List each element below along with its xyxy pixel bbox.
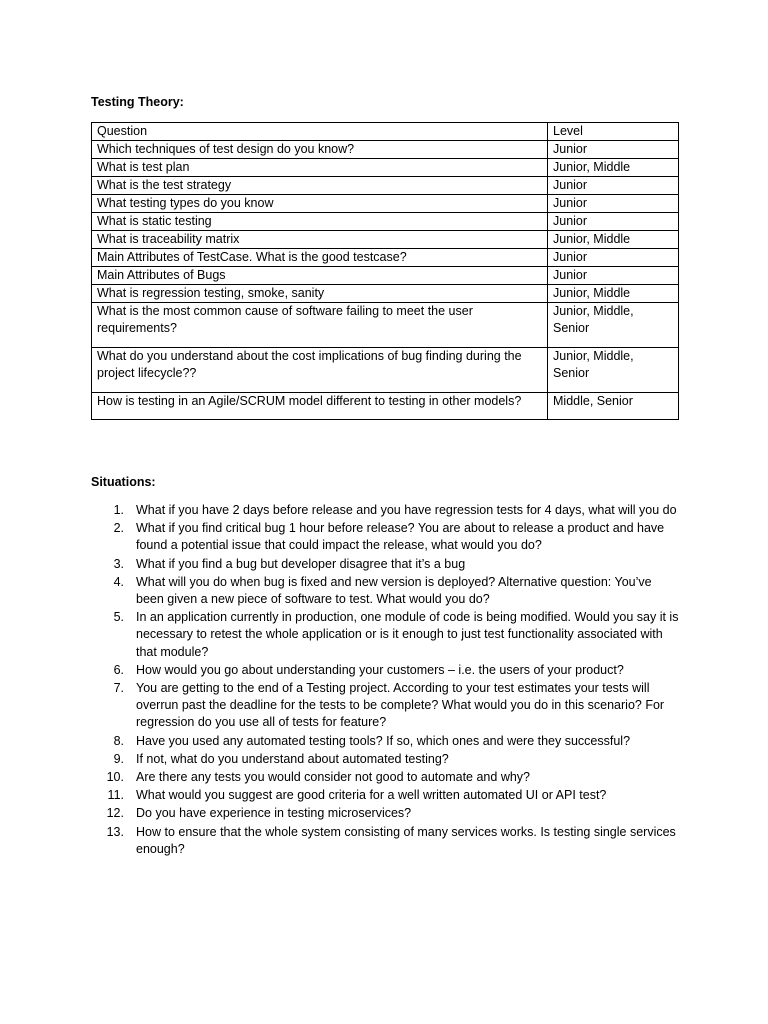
list-number: 7. [113,681,124,696]
question-cell: Which techniques of test design do you know? [92,141,548,159]
level-cell: Junior, Middle [548,285,679,303]
list-number: 10. [106,770,124,785]
list-item-text: How to ensure that the whole system consisting of many services works. Is testing single services enough? [136,824,676,856]
question-cell: What is regression testing, smoke, sanity [92,285,548,303]
list-number: 9. [113,751,124,766]
situations-heading: Situations: [91,475,156,489]
list-item [91,680,681,732]
level-cell: Junior, Middle, Senior [548,303,679,348]
table-row [92,249,679,267]
list-item [91,574,681,608]
list-item-text: Do you have experience in testing microservices? [136,806,412,821]
list-item [91,751,681,768]
list-item [91,609,681,661]
table-row [92,141,679,159]
question-cell: What do you understand about the cost implications of bug finding during the project lifecycle?? [92,348,548,393]
list-item [91,733,681,750]
list-number: 11. [107,788,124,803]
list-item [91,769,681,786]
list-item-text: What if you have 2 days before release and you have regression tests for 4 days, what will you do [136,503,677,517]
question-cell: How is testing in an Agile/SCRUM model different to testing in other models? [92,393,548,420]
question-cell: What is the most common cause of software failing to meet the user requirements? [92,303,548,348]
level-cell: Middle, Senior [548,393,679,420]
level-cell: Junior, Middle [548,159,679,177]
level-cell: Junior [548,195,679,213]
list-item-text: If not, what do you understand about automated testing? [136,751,449,766]
column-header-question: Question [92,123,548,141]
testing-theory-table [91,122,679,420]
table-row [92,231,679,249]
list-number: 1. [113,503,124,517]
table-row [92,348,679,393]
list-item [91,502,681,519]
list-item-text: What will you do when bug is fixed and new version is deployed? Alternative question: You’ve been given a new piece of software to test. What would you do? [136,574,652,607]
table-row [92,285,679,303]
list-item [91,520,681,554]
level-cell: Junior [548,213,679,231]
list-number: 12. [106,806,124,821]
list-item-text: Have you used any automated testing tools? If so, which ones and were they successful? [136,733,631,748]
table-row [92,267,679,285]
list-item [91,787,681,804]
level-cell: Junior, Middle, Senior [548,348,679,393]
question-cell: What testing types do you know [92,195,548,213]
level-cell: Junior [548,249,679,267]
list-item [91,824,681,858]
table-row [92,393,679,420]
table-header-row [92,123,679,141]
table-row [92,303,679,348]
level-cell: Junior [548,267,679,285]
list-item-text: What if you find a bug but developer disagree that it’s a bug [136,556,466,571]
list-item-text: What if you find critical bug 1 hour before release? You are about to release a product and have found a potential issue that could impact the release, what would you do? [136,521,665,553]
list-number: 13. [106,824,124,839]
list-number: 8. [113,733,124,748]
table-row [92,213,679,231]
level-cell: Junior [548,177,679,195]
table-row [92,195,679,213]
question-cell: What is test plan [92,159,548,177]
list-item [91,662,681,679]
column-header-level: Level [548,123,679,141]
table-row [92,177,679,195]
list-item [91,805,681,822]
list-item [91,556,681,573]
list-number: 6. [113,662,124,677]
question-cell: Main Attributes of Bugs [92,267,548,285]
list-number: 4. [113,574,124,589]
list-number: 5. [113,610,124,625]
level-cell: Junior [548,141,679,159]
situations-list [91,502,681,859]
question-cell: What is the test strategy [92,177,548,195]
question-cell: What is static testing [92,213,548,231]
testing-theory-heading: Testing Theory: [91,95,184,109]
list-item-text: In an application currently in production, one module of code is being modified. Would you say it is necessary to retest the whole application or is it enough to just test functionality associated with that module? [136,610,679,659]
list-item-text: Are there any tests you would consider not good to automate and why? [136,770,530,785]
list-number: 3. [113,556,124,571]
table-row [92,159,679,177]
list-item-text: How would you go about understanding your customers – i.e. the users of your product? [136,662,624,677]
list-number: 2. [113,521,124,536]
question-cell: What is traceability matrix [92,231,548,249]
list-item-text: You are getting to the end of a Testing project. According to your test estimates your tests will overrun past the deadline for the tests to be complete? What would you do in this scenario? For regression do you use all of tests for feature? [136,681,665,730]
level-cell: Junior, Middle [548,231,679,249]
list-item-text: What would you suggest are good criteria for a well written automated UI or API test? [136,788,607,803]
question-cell: Main Attributes of TestCase. What is the good testcase? [92,249,548,267]
